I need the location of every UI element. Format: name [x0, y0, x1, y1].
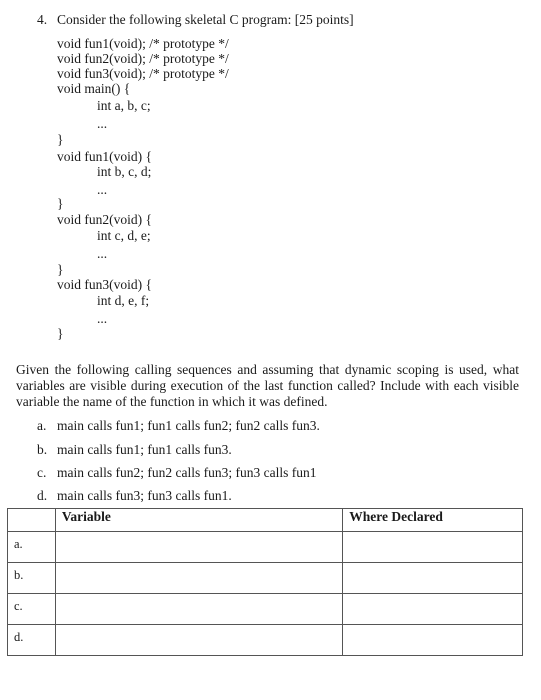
- sequence-text: main calls fun1; fun1 calls fun3.: [57, 442, 232, 457]
- code-line: void fun2(void); /* prototype */: [57, 51, 229, 66]
- where-declared-cell[interactable]: [343, 532, 523, 563]
- code-line: void fun3(void) {: [57, 277, 152, 292]
- question-heading: [37, 12, 354, 28]
- code-line: void fun2(void) {: [57, 212, 152, 227]
- code-line: int c, d, e;: [97, 228, 151, 243]
- table-row: [8, 563, 523, 594]
- calling-sequence-d: [37, 488, 232, 504]
- sequence-label: b.: [37, 442, 48, 457]
- code-line: }: [57, 262, 64, 277]
- code-line: }: [57, 196, 64, 211]
- row-label: a.: [8, 532, 56, 563]
- where-declared-cell[interactable]: [343, 563, 523, 594]
- calling-sequence-a: [37, 418, 320, 434]
- code-line: void fun1(void); /* prototype */: [57, 36, 229, 51]
- table-row: [8, 594, 523, 625]
- calling-sequence-b: [37, 442, 232, 458]
- header-variable: Variable: [55, 509, 342, 532]
- header-where-declared: Where Declared: [343, 509, 523, 532]
- code-line: }: [57, 132, 64, 147]
- sequence-text: main calls fun2; fun2 calls fun3; fun3 calls fun1: [57, 465, 317, 480]
- sequence-text: main calls fun1; fun1 calls fun2; fun2 calls fun3.: [57, 418, 320, 433]
- sequence-label: a.: [37, 418, 47, 433]
- answer-table: [7, 508, 523, 656]
- code-line: int d, e, f;: [97, 293, 150, 308]
- code-line: void fun1(void) {: [57, 149, 152, 164]
- sequence-label: d.: [37, 488, 48, 503]
- code-line: void main() {: [57, 81, 131, 96]
- where-declared-cell[interactable]: [343, 625, 523, 656]
- answer-table-header: [8, 509, 523, 532]
- code-line: int b, c, d;: [97, 164, 152, 179]
- variable-cell[interactable]: [55, 532, 342, 563]
- code-line: ...: [97, 182, 108, 197]
- sequence-text: main calls fun3; fun3 calls fun1.: [57, 488, 232, 503]
- question-prompt: Given the following calling sequences and assuming that dynamic scoping is used, what variables are visible during execution of the last function called? Include with each visible variable the name of the function in which it was defined.: [16, 362, 519, 409]
- question-number: 4.: [37, 12, 48, 27]
- code-line: ...: [97, 311, 108, 326]
- where-declared-cell[interactable]: [343, 594, 523, 625]
- sequence-label: c.: [37, 465, 47, 480]
- code-line: void fun3(void); /* prototype */: [57, 66, 229, 81]
- variable-cell[interactable]: [55, 594, 342, 625]
- variable-cell[interactable]: [55, 625, 342, 656]
- variable-cell[interactable]: [55, 563, 342, 594]
- code-line: ...: [97, 246, 108, 261]
- row-label: d.: [8, 625, 56, 656]
- calling-sequence-c: [37, 465, 316, 481]
- question-text: Consider the following skeletal C program: [25 points]: [57, 12, 354, 27]
- table-row: [8, 625, 523, 656]
- code-line: int a, b, c;: [97, 98, 151, 113]
- table-row: [8, 532, 523, 563]
- code-line: }: [57, 326, 64, 341]
- row-label: b.: [8, 563, 56, 594]
- row-label: c.: [8, 594, 56, 625]
- code-line: ...: [97, 116, 108, 131]
- header-label-column: [8, 509, 56, 532]
